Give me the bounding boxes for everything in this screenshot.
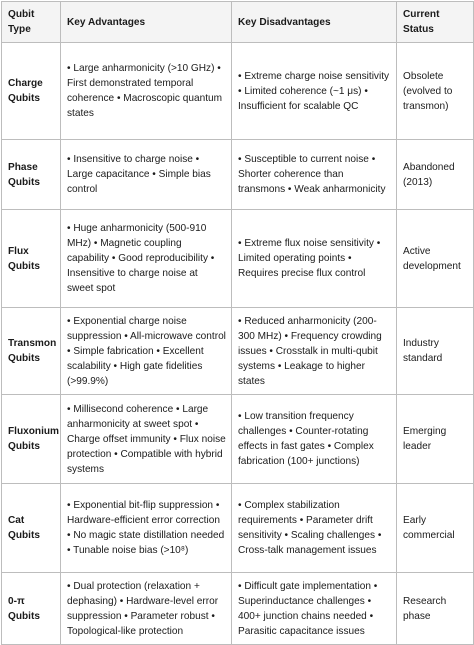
table-row — [2, 484, 474, 573]
qubit-type-cell: Cat Qubits — [2, 484, 61, 573]
table-row — [2, 43, 474, 140]
qubit-type-cell: Charge Qubits — [2, 43, 61, 140]
status-cell: Early commercial — [397, 484, 474, 573]
table-row — [2, 395, 474, 484]
table-header — [2, 2, 474, 43]
disadvantages-cell: • Low transition frequency challenges • Counter-rotating effects in fast gates • Complex fabrication (100+ junctions) — [232, 395, 397, 484]
header-current-status: Current Status — [397, 2, 474, 43]
status-cell: Industry standard — [397, 308, 474, 395]
page — [0, 1, 474, 637]
disadvantages-cell: • Difficult gate implementation • Superinductance challenges • 400+ junction chains needed • Parasitic capacitance issues — [232, 573, 397, 645]
table-body — [2, 43, 474, 645]
qubit-comparison-table — [1, 1, 474, 645]
qubit-type-cell: Flux Qubits — [2, 210, 61, 308]
qubit-type-cell: Transmon Qubits — [2, 308, 61, 395]
advantages-cell: • Large anharmonicity (>10 GHz) • First demonstrated temporal coherence • Macroscopic quantum states — [61, 43, 232, 140]
table-row — [2, 140, 474, 210]
disadvantages-cell: • Extreme charge noise sensitivity • Limited coherence (~1 μs) • Insufficient for scalable QC — [232, 43, 397, 140]
header-row — [2, 2, 474, 43]
disadvantages-cell: • Susceptible to current noise • Shorter coherence than transmons • Weak anharmonicity — [232, 140, 397, 210]
table-row — [2, 308, 474, 395]
qubit-type-cell: Fluxonium Qubits — [2, 395, 61, 484]
status-cell: Obsolete (evolved to transmon) — [397, 43, 474, 140]
qubit-type-cell: Phase Qubits — [2, 140, 61, 210]
advantages-cell: • Dual protection (relaxation + dephasing) • Hardware-level error suppression • Parameter robust • Topological-like protection — [61, 573, 232, 645]
qubit-type-cell: 0-π Qubits — [2, 573, 61, 645]
advantages-cell: • Exponential charge noise suppression • All-microwave control • Simple fabrication • Excellent scalability • High gate fidelities (>99.9%) — [61, 308, 232, 395]
advantages-cell: • Insensitive to charge noise • Large capacitance • Simple bias control — [61, 140, 232, 210]
advantages-cell: • Exponential bit-flip suppression • Hardware-efficient error correction • No magic state distillation needed • Tunable noise bias (>10⁸) — [61, 484, 232, 573]
table-row — [2, 573, 474, 645]
status-cell: Abandoned (2013) — [397, 140, 474, 210]
disadvantages-cell: • Complex stabilization requirements • Parameter drift sensitivity • Scaling challenges • Cross-talk management issues — [232, 484, 397, 573]
disadvantages-cell: • Extreme flux noise sensitivity • Limited operating points • Requires precise flux control — [232, 210, 397, 308]
status-cell: Active development — [397, 210, 474, 308]
advantages-cell: • Millisecond coherence • Large anharmonicity at sweet spot • Charge offset immunity • Flux noise protection • Compatible with hybrid systems — [61, 395, 232, 484]
status-cell: Emerging leader — [397, 395, 474, 484]
disadvantages-cell: • Reduced anharmonicity (200-300 MHz) • Frequency crowding issues • Crosstalk in multi-qubit systems • Leakage to higher states — [232, 308, 397, 395]
table-row — [2, 210, 474, 308]
header-qubit-type: Qubit Type — [2, 2, 61, 43]
header-key-disadvantages: Key Disadvantages — [232, 2, 397, 43]
advantages-cell: • Huge anharmonicity (500-910 MHz) • Magnetic coupling capability • Good reproducibility • Insensitive to charge noise at sweet spot — [61, 210, 232, 308]
header-key-advantages: Key Advantages — [61, 2, 232, 43]
status-cell: Research phase — [397, 573, 474, 645]
